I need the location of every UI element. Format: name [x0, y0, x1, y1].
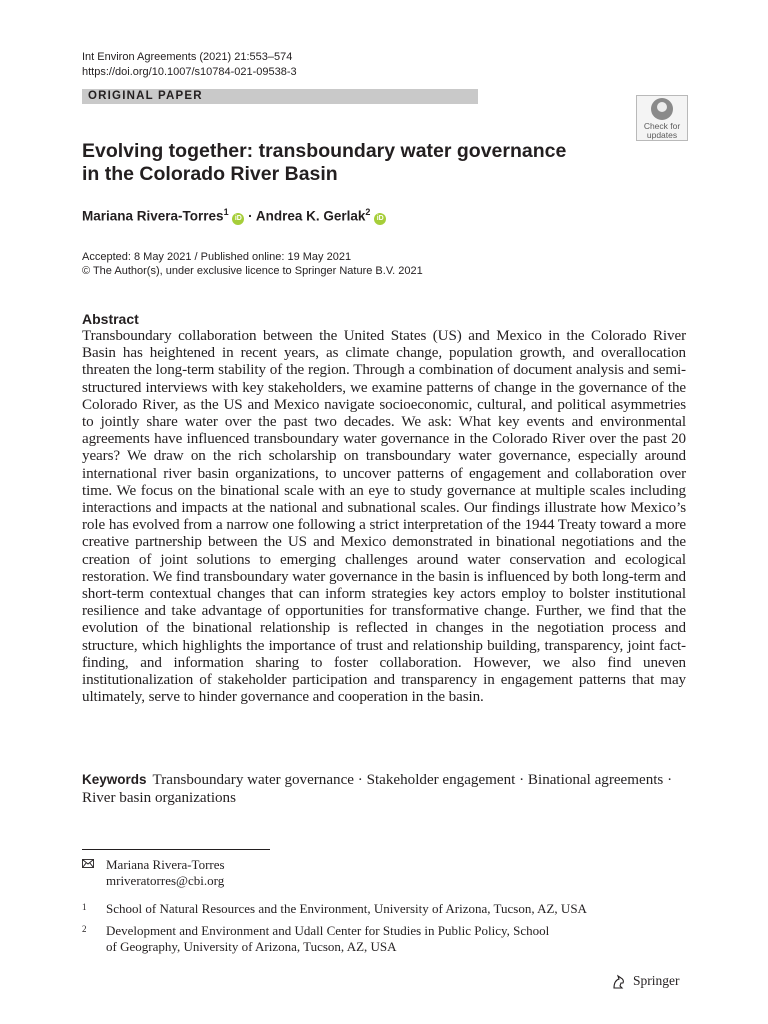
affiliation-text: School of Natural Resources and the Environment, University of Arizona, Tucson, AZ, USA [106, 901, 587, 916]
corresponding-author-name: Mariana Rivera-Torres [106, 857, 225, 872]
abstract-text: Transboundary collaboration between the United States (US) and Mexico in the Colorado River Basin has heightened in recent years, as climate change, population growth, and overallocation threaten the long-term stability of the region. Through a combination of document analysis and semi-structured interviews with key stakeholders, we examine patterns of change in the governance of the Colorado River, as the US and Mexico navigate socioeconomic, cultural, and political asymmetries to jointly share water over the past two decades. We ask: What key events and environmental agreements have influenced transboundary water governance in the Colorado River over the past 20 years? We draw on the rich scholarship on transboundary water governance, especially around international river basin organizations, to uncover patterns of engagement and collaboration over time. We focus on the binational scale with an eye to study governance at multiple scales including interactions and impacts at the national and subnational scales. Our findings illustrate how Mexico’s role has evolved from a narrow one following a strict interpretation of the 1944 Treaty toward a more creative partnership between the US and Mexico demonstrated in binational negotiations and the creation of joint solutions to emerging challenges around water conservation and ecological restoration. We find transboundary water governance in the basin is influenced by both long-term and short-term contextual changes that can inform strategies key actors employ to bolster institutional resilience and take advantage of opportunities for transformative change. Further, we find that the evolution of the binational relationship is reflected in changes in the negotiation process and structure, which highlights the importance of trust and relationship building, transparency, joint fact-finding, and information sharing to foster collaboration. However, we also find uneven institutionalization of stakeholder participation and transparency in engagement patterns that may ultimately, serve to hinder governance and cooperation in the basin. [82, 328, 686, 706]
abstract-heading: Abstract [82, 311, 139, 327]
keywords-section [82, 771, 686, 807]
author-list [82, 207, 386, 225]
affiliation-number: 1 [82, 902, 87, 912]
accepted-published-dates: Accepted: 8 May 2021 / Published online: 19 May 2021 [82, 251, 352, 263]
affiliation-marker: 1 [223, 207, 229, 217]
orcid-icon[interactable]: iD [374, 213, 386, 225]
affiliation-text: of Geography, University of Arizona, Tucson, AZ, USA [106, 939, 397, 954]
article-type-banner [82, 89, 478, 104]
title-line-1: Evolving together: transboundary water governance [82, 140, 567, 162]
doi-link[interactable]: https://doi.org/10.1007/s10784-021-09538-3 [82, 66, 297, 78]
author-name[interactable]: Andrea K. Gerlak [255, 208, 366, 224]
crossmark-icon [651, 98, 673, 120]
title-line-2: in the Colorado River Basin [82, 163, 338, 185]
keywords-label: Keywords [82, 772, 147, 787]
article-title [82, 140, 602, 186]
check-for-updates-badge[interactable] [636, 95, 688, 141]
affiliation-marker: 2 [365, 207, 371, 217]
author-name[interactable]: Mariana Rivera‑Torres [82, 208, 224, 224]
publisher-name: Springer [633, 973, 680, 988]
affiliation-number: 2 [82, 924, 87, 934]
orcid-icon[interactable]: iD [232, 213, 244, 225]
crossmark-label-line2: updates [646, 130, 678, 140]
crossmark-label-line1: Check for [643, 121, 681, 131]
envelope-icon [82, 859, 94, 868]
keywords-list: Transboundary water governance · Stakeholder engagement · Binational agreements · River basin organizations [82, 772, 673, 806]
springer-horse-icon [611, 974, 627, 990]
corresponding-author-email[interactable]: mriveratorres@cbi.org [106, 872, 225, 888]
journal-citation: Int Environ Agreements (2021) 21:553–574 [82, 51, 293, 63]
article-type-label: ORIGINAL PAPER [88, 90, 203, 102]
copyright-notice: © The Author(s), under exclusive licence to Springer Nature B.V. 2021 [82, 265, 423, 277]
author-separator: · [248, 208, 253, 224]
affiliation-text: Development and Environment and Udall Center for Studies in Public Policy, School [106, 923, 550, 938]
footnote-divider [82, 849, 270, 850]
publication-dates [82, 250, 423, 278]
journal-header [82, 50, 297, 80]
